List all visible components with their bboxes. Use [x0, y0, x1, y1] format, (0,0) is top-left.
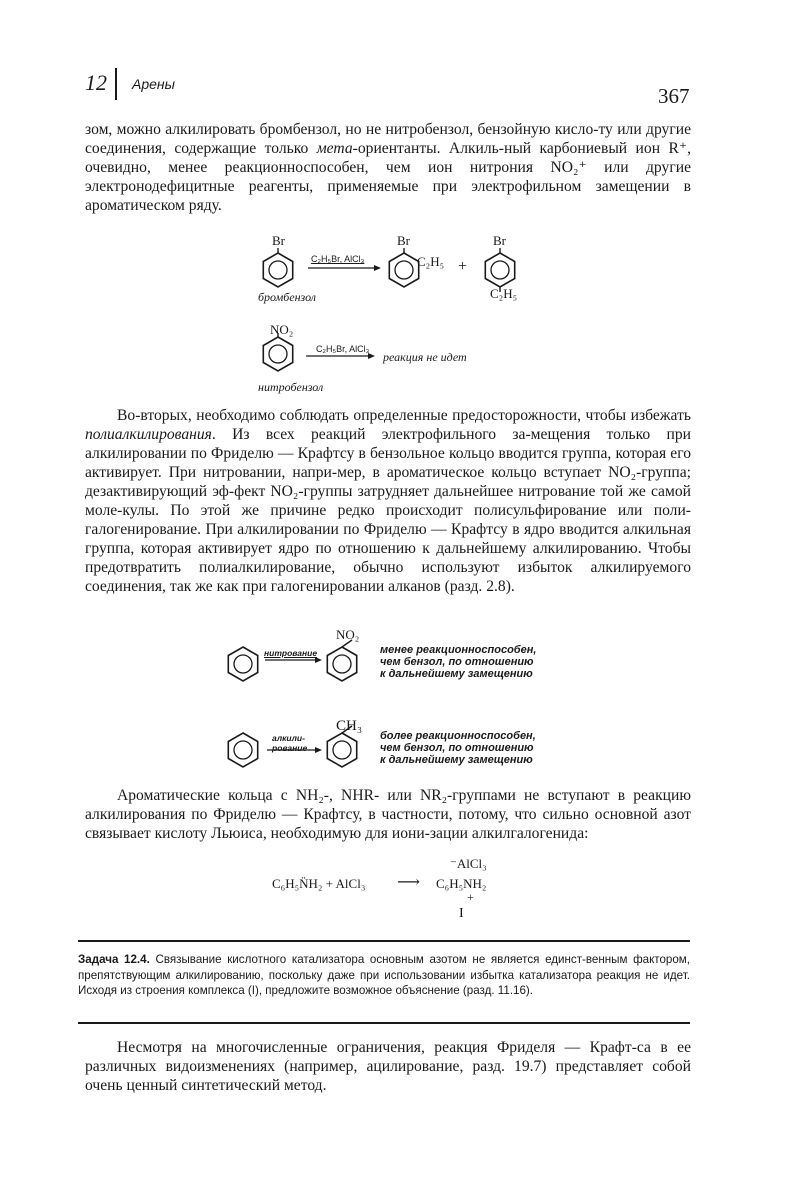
benzene-ring-nitrobenzene: [263, 333, 292, 371]
reagent-label-1: C₂H₅Br, AlCl₃: [311, 254, 365, 264]
paragraph-4: [85, 1038, 691, 1095]
reagent-alkylation-line-2: рование: [272, 743, 308, 753]
chapter-number: 12: [85, 70, 107, 95]
header-divider: [115, 68, 117, 100]
label-no2-1: NO₂: [270, 322, 294, 337]
benzene-ring-alkylation-start: [228, 733, 257, 767]
label-c2h5-para: C₂H₅: [490, 286, 518, 301]
label-ch3: CH₃: [336, 718, 363, 734]
task-bottom-rule: [78, 1022, 690, 1024]
reagent-nitration: нитрование: [264, 648, 318, 658]
label-c2h5-ortho: C₂H₅: [417, 254, 445, 269]
reagent-alkylation-line-1: алкили-: [272, 733, 305, 743]
paragraph-3: [85, 786, 691, 843]
comment-alkylation-line-1: более реакционноспособен,: [380, 730, 536, 742]
equation-arrow: ⟶: [397, 874, 420, 891]
p1-text-b: -ориентанты. Алкиль-ный карбониевый ион R⁺, очевидно, менее реакционноспособен, чем ион нитрония NO₂⁺ или другие электронодефицитные реагенты, применяемые при электрофильном замещении в ароматическом ряду.: [85, 140, 691, 214]
comment-nitration: [380, 644, 536, 680]
benzene-ring-product-ortho: [389, 248, 418, 287]
p3-text: Ароматические кольца с NH₂-, NHR- или NR₂-группами не вступают в реакцию алкилирования по Фриделю — Крафтсу, в частности, потому, что сильно основной азот связывает кислоту Льюиса, необходимую для иони-зации алкилгалогенида:: [85, 787, 691, 842]
p2-text-a: Во-вторых, необходимо соблюдать определенные предосторожности, чтобы избежать: [117, 407, 691, 424]
reagent-label-2: C₂H₅Br, AlCl₃: [316, 344, 370, 354]
scheme-nitration: [215, 636, 375, 692]
name-bromobenzene: бромбензол: [258, 290, 317, 304]
comment-alkylation-line-3: к дальнейшему замещению: [380, 754, 533, 766]
equation-right: C₆H₅NH₂: [436, 876, 487, 891]
task-text: Связывание кислотного катализатора основным азотом не является единст-венным фактором, препятствующим алкилированию, поскольку даже при использовании избытка катализатора реакция не идет. Исходя из строения комплекса (I), предложите возможное объяснение (разд. 11.16).: [78, 953, 690, 997]
plus-sign: +: [458, 258, 468, 275]
comment-alkylation: [380, 730, 536, 766]
chapter-title: Арены: [132, 76, 175, 92]
no-reaction-text: реакция не идет: [383, 350, 467, 364]
p4-text: Несмотря на многочисленные ограничения, реакция Фриделя — Крафт-са в ее различных видоизменениях (например, ацилирование, разд. 19.7) представляет собой очень ценный синтетический метод.: [85, 1039, 691, 1094]
benzene-ring-nitration-product: [327, 640, 356, 681]
label-br-3: Br: [493, 233, 506, 248]
paragraph-2: [85, 406, 691, 596]
p2-text-b: . Из всех реакций электрофильного за-мещения только при алкилировании по Фриделю — Крафтсу в бензольное кольцо вводится группа, которая его активирует. При нитровании, напри-мер, в ароматическое кольцо вступает NO₂-группа; дезактивирующий эф-фект NO₂-группы затрудняет дальнейшее нитрование той же самой моле-кулы. По этой же причине редко происходит полисульфирование или поли-галогенирование. При алкилировании по Фриделю — Крафтсу в ядро вводится алкильная группа, которая активирует ядро по отношению к дальнейшему алкилированию. Чтобы предотвратить полиалкилирование, обычно используют избыток алкилируемого соединения, так же как при галогенировании алканов (разд. 2.8).: [85, 426, 691, 595]
comment-alkylation-line-2: чем бензол, по отношению: [380, 742, 534, 754]
p1-text-a: зом, можно алкилировать бромбензол, но не нитробензол, бензойную кисло-ту или другие соединения, содержащие только: [85, 121, 691, 157]
task-top-rule: [78, 940, 690, 942]
comment-nitration-line-1: менее реакционноспособен,: [380, 644, 537, 656]
p2-term: полиалкилирования: [85, 426, 212, 443]
label-br-2: Br: [397, 233, 410, 248]
comment-nitration-line-3: к дальнейшему замещению: [380, 668, 533, 680]
reagent-alkylation: [272, 733, 307, 753]
label-br-1: Br: [272, 233, 285, 248]
equation-left: C₆H₅N̈H₂ + AlCl₃: [272, 876, 366, 891]
benzene-ring-nitration-start: [228, 647, 257, 681]
complex-top-alcl3: ⁻AlCl₃: [450, 856, 487, 871]
paragraph-1: [85, 120, 691, 215]
name-nitrobenzene: нитробензол: [258, 380, 324, 394]
label-no2-2: NO₂: [336, 627, 360, 642]
task-12-4: [78, 952, 690, 999]
complex-label: I: [459, 906, 464, 921]
page-number: 367: [658, 84, 690, 108]
comment-nitration-line-2: чем бензол, по отношению: [380, 656, 534, 668]
p1-meta-term: мета: [316, 140, 353, 157]
benzene-ring-bromobenzene: [263, 248, 292, 287]
task-heading: Задача 12.4.: [78, 953, 150, 966]
equation-plus: +: [467, 890, 474, 904]
